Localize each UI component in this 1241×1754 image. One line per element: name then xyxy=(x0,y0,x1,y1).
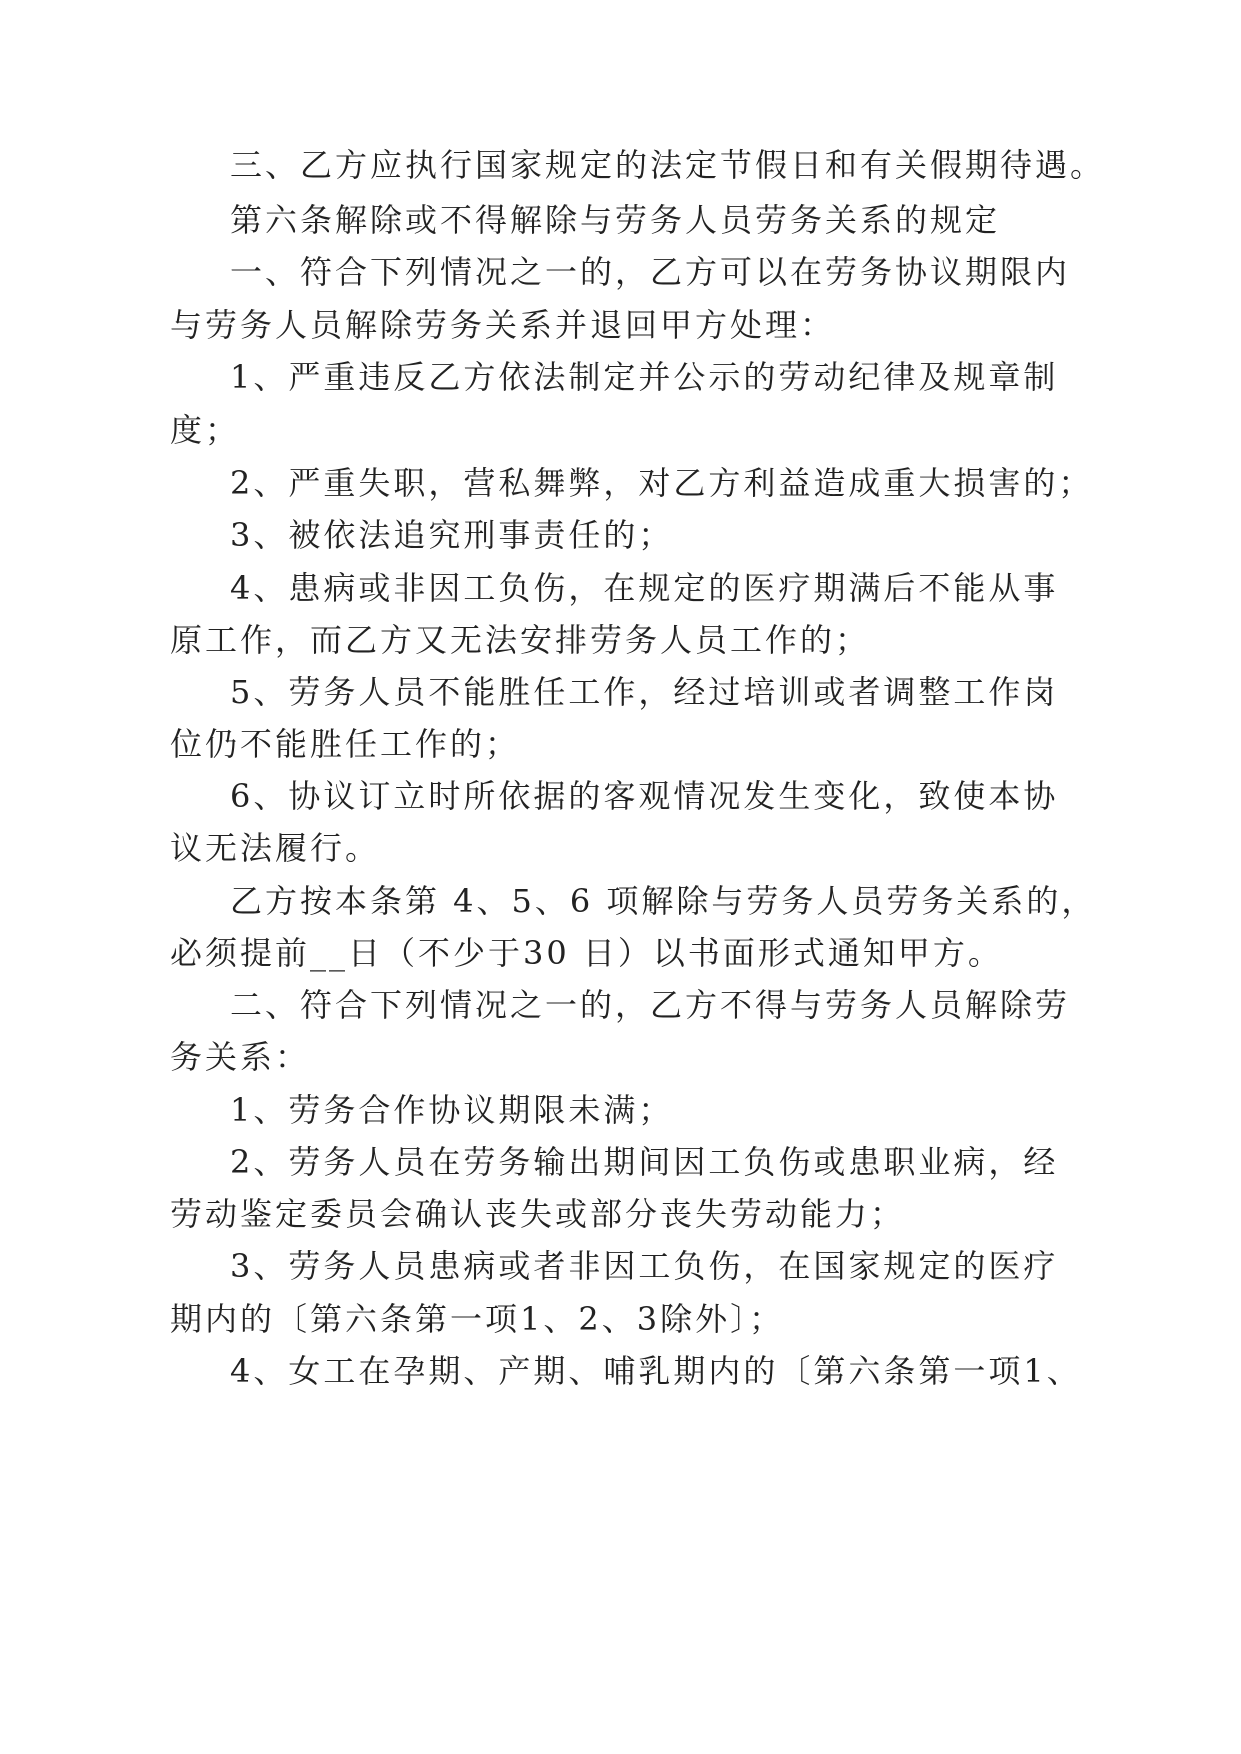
text-line: 5、劳务人员不能胜任工作，经过培训或者调整工作岗 xyxy=(230,673,1059,711)
text-line: 1、劳务合作协议期限未满； xyxy=(230,1091,674,1129)
text-line: 3、被依法追究刑事责任的； xyxy=(230,516,674,554)
text-line: 与劳务人员解除劳务关系并退回甲方处理： xyxy=(170,306,836,344)
text-line: 4、患病或非因工负伤，在规定的医疗期满后不能从事 xyxy=(230,569,1059,607)
text-line: 2、劳务人员在劳务输出期间因工负伤或患职业病，经 xyxy=(230,1143,1059,1181)
text-line: 必须提前__日（不少于30 日）以书面形式通知甲方。 xyxy=(170,934,1003,972)
text-line: 第六条解除或不得解除与劳务人员劳务关系的规定 xyxy=(230,201,1001,239)
text-line: 一、符合下列情况之一的，乙方可以在劳务协议期限内 xyxy=(230,253,1071,291)
text-line: 议无法履行。 xyxy=(170,829,381,867)
text-line: 4、女工在孕期、产期、哺乳期内的〔第六条第一项1、 xyxy=(230,1352,1082,1390)
text-line: 务关系： xyxy=(170,1038,311,1076)
text-line: 度； xyxy=(170,411,241,449)
text-line: 乙方按本条第 4、5、6 项解除与劳务人员劳务关系的， xyxy=(230,882,1097,920)
text-line: 2、严重失职，营私舞弊，对乙方利益造成重大损害的； xyxy=(230,464,1094,502)
text-line: 原工作，而乙方又无法安排劳务人员工作的； xyxy=(170,621,871,659)
text-line: 3、劳务人员患病或者非因工负伤，在国家规定的医疗 xyxy=(230,1247,1059,1285)
text-line: 位仍不能胜任工作的； xyxy=(170,725,521,763)
text-line: 6、协议订立时所依据的客观情况发生变化，致使本协 xyxy=(230,777,1059,815)
text-line: 二、符合下列情况之一的，乙方不得与劳务人员解除劳 xyxy=(230,986,1071,1024)
text-line: 期内的〔第六条第一项1、2、3除外〕； xyxy=(170,1300,785,1338)
text-line: 三、乙方应执行国家规定的法定节假日和有关假期待遇。 xyxy=(230,146,1106,184)
text-line: 劳动鉴定委员会确认丧失或部分丧失劳动能力； xyxy=(170,1195,906,1233)
text-line: 1、严重违反乙方依法制定并公示的劳动纪律及规章制 xyxy=(230,358,1059,396)
